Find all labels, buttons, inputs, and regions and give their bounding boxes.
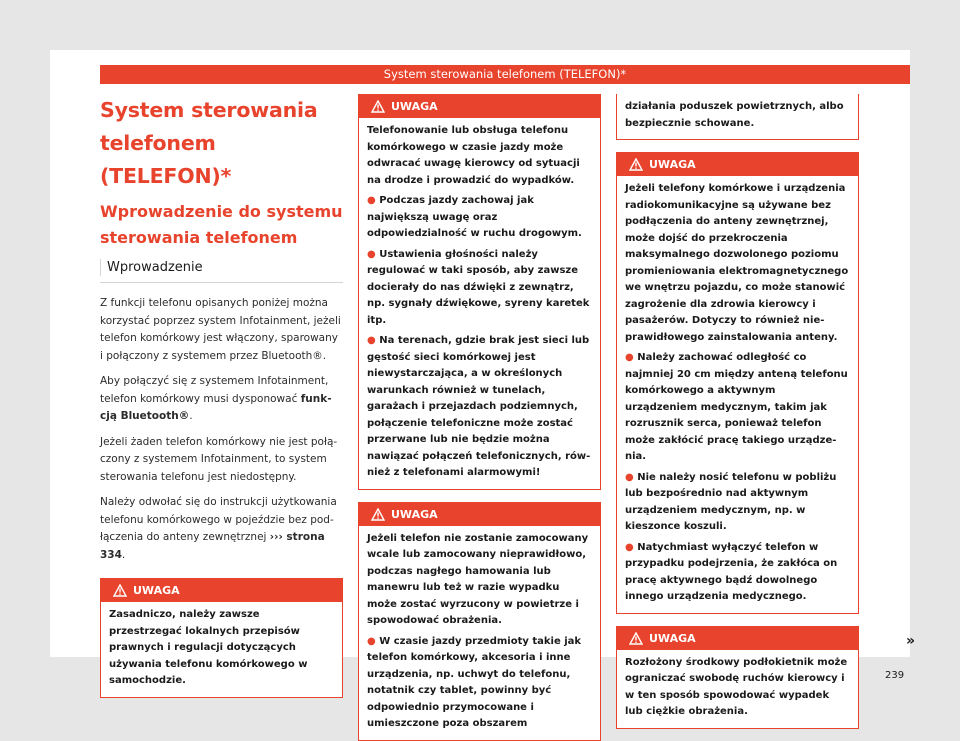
warning-triangle-icon xyxy=(371,100,385,113)
paragraph-1: Z funkcji telefonu opisanych poniżej można korzystać poprzez system Infotainment, jeżeli telefon komórkowy jest włączony, sparowany i połączony z systemem przez Bluetooth®. xyxy=(100,297,341,362)
column-right xyxy=(616,94,859,729)
warning-header xyxy=(101,579,342,602)
section-subtitle: Wprowadzenie do systemu sterowania telefonem xyxy=(100,202,343,247)
column-left xyxy=(100,94,343,698)
warning-box-continued xyxy=(616,94,859,140)
paragraph-4 xyxy=(100,494,343,564)
warning-continued-text: działania poduszek powietrznych, albo bezpiecznie schowane. xyxy=(625,101,844,129)
warning-box-mounting xyxy=(358,502,601,741)
section-heading: Wprowadzenie xyxy=(100,259,343,276)
warning-box-distraction xyxy=(358,94,601,490)
paragraph-2 xyxy=(100,373,343,426)
warning-item-text: Ustawienia głośności należy regulować w taki sposób, aby zawsze docierały do nas dźwięki z zewnątrz, np. sygnały dźwiękowe, syreny karetek itp. xyxy=(367,248,590,326)
paragraph-2-text: Aby połączyć się z systemem Infotainment, telefon komórkowy musi dysponować xyxy=(100,375,329,405)
warning-body xyxy=(617,650,858,728)
continued-arrow-icon: » xyxy=(906,633,916,649)
paragraph-4-text: Należy odwołać się do instrukcji użytkowania telefonu komórkowego w pojeździe bez podłączenia do anteny zewnętrznej xyxy=(100,496,337,543)
warning-box-armrest xyxy=(616,626,859,729)
warning-text: Zasadniczo, należy zawsze przestrzegać lokalnych przepisów prawnych i regulacji dotyczących używania telefonu komórkowego w samochodzie. xyxy=(109,609,308,686)
warning-label: UWAGA xyxy=(391,507,438,521)
section-heading-wrap xyxy=(100,259,343,283)
bullet-icon: ● xyxy=(367,195,380,206)
warning-triangle-icon xyxy=(113,584,127,597)
warning-triangle-icon xyxy=(629,158,643,171)
warning-item xyxy=(367,634,592,733)
warning-item-text: W czasie jazdy przedmioty takie jak telefon komórkowy, akcesoria i inne urządzenia, np. uchwyt do telefonu, notatnik czy tablet, powinny być odpowiednio przymocowane i umieszczone poza obszarem xyxy=(367,635,582,729)
warning-intro: Rozłożony środkowy podłokietnik może ograniczać swobodę ruchów kierowcy i w ten sposób spowodować wypadek lub ciężkie obrażenia. xyxy=(625,656,848,717)
bullet-icon: ● xyxy=(367,635,380,647)
warning-item-text: Nie należy nosić telefonu w pobliżu lub bezpośrednio nad aktywnym urządzeniem medycznym, np. w kieszonce koszuli. xyxy=(625,471,837,532)
paragraph-2-end: . xyxy=(189,410,193,422)
warning-label: UWAGA xyxy=(649,158,696,171)
warning-triangle-icon xyxy=(629,632,643,645)
warning-item-text: Należy zachować odległość co najmniej 20 cm między anteną telefonu komórkowego a aktywnym urządzeniem medycznym, takim jak rozrusznik serca, ponieważ telefon może zakłócić pracę takiego urządzenia. xyxy=(625,352,848,462)
warning-triangle-icon xyxy=(371,508,385,521)
warning-item xyxy=(367,247,592,330)
warning-item xyxy=(367,193,592,243)
warning-item-text: Podczas jazdy zachowaj jak największą uwagę oraz odpowiedzialność w ruchu drogowym. xyxy=(367,195,582,239)
bullet-icon: ● xyxy=(367,335,380,346)
warning-intro: Jeżeli telefon nie zostanie zamocowany wcale lub zamocowany nieprawidłowo, podczas nagłego hamowania lub manewru lub też w razie wypadku może zostać wyrzucony w powietrze i spowodować obrażenia. xyxy=(367,532,589,626)
warning-header xyxy=(359,503,600,526)
bullet-icon: ● xyxy=(625,541,638,553)
bluetooth-term: funkcją Bluetooth® xyxy=(100,392,332,422)
page-header: System sterowania telefonem (TELEFON)* xyxy=(100,65,910,84)
column-middle xyxy=(358,94,601,741)
warning-intro: Jeżeli telefony komórkowe i urządzenia radiokomunikacyjne są używane bez podłączenia do anteny zewnętrznej, może dojść do przekroczenia maksymalnego dozwolonego poziomu promieniowania elektromagnetycznego we wnętrzu pojazdu, co może stanowić zagrożenie dla zdrowia kierowcy i pasażerów. Dotyczy to również nieprawidłowego zainstalowania anteny. xyxy=(625,183,849,343)
bullet-icon: ● xyxy=(367,248,380,260)
warning-header xyxy=(617,627,858,650)
warning-item xyxy=(625,540,850,606)
warning-item xyxy=(367,333,592,482)
warning-item-text: Na terenach, gdzie brak jest sieci lub gęstość sieci komórkowej jest niewystarczająca, a w określonych warunkach również w tunelach, garażach i przejazdach podziemnych, połączenie telefoniczne może zostać przerwane lub nie będzie można nawiązać połączeń telefonicznych, również z telefonami alarmowymi! xyxy=(367,335,591,478)
warning-header xyxy=(359,95,600,118)
warning-body xyxy=(617,176,858,613)
paragraph-4-end: . xyxy=(121,548,126,561)
bullet-icon: ● xyxy=(625,471,638,483)
warning-label: UWAGA xyxy=(649,631,696,645)
warning-intro: Telefonowanie lub obsługa telefonu komórkowego w czasie jazdy może odwracać uwagę kierowcy od sytuacji na drodze i prowadzić do wypadków. xyxy=(367,125,580,186)
warning-header xyxy=(617,153,858,176)
warning-body xyxy=(101,602,342,697)
manual-page xyxy=(50,50,916,729)
page-title: System sterowania telefonem (TELEFON)* xyxy=(100,98,318,188)
page-number: 239 xyxy=(885,670,905,681)
warning-item-text: Natychmiast wyłączyć telefon w przypadku podejrzenia, że zakłóca on pracę aktywnego bądź dowolnego innego urządzenia medycznego. xyxy=(625,541,838,602)
warning-body xyxy=(359,118,600,489)
warning-box-legal xyxy=(100,578,343,698)
bullet-icon: ● xyxy=(625,352,638,363)
page-reference-link[interactable]: ››› strona 334 xyxy=(100,531,325,561)
warning-body xyxy=(617,94,858,139)
warning-body xyxy=(359,526,600,740)
warning-label: UWAGA xyxy=(133,584,180,597)
warning-item xyxy=(625,350,850,466)
warning-label: UWAGA xyxy=(391,100,438,113)
warning-box-radiation xyxy=(616,152,859,614)
warning-item xyxy=(625,470,850,536)
paragraph-3: Jeżeli żaden telefon komórkowy nie jest połączony z systemem Infotainment, to system sterowania telefonu jest niedostępny. xyxy=(100,435,338,483)
